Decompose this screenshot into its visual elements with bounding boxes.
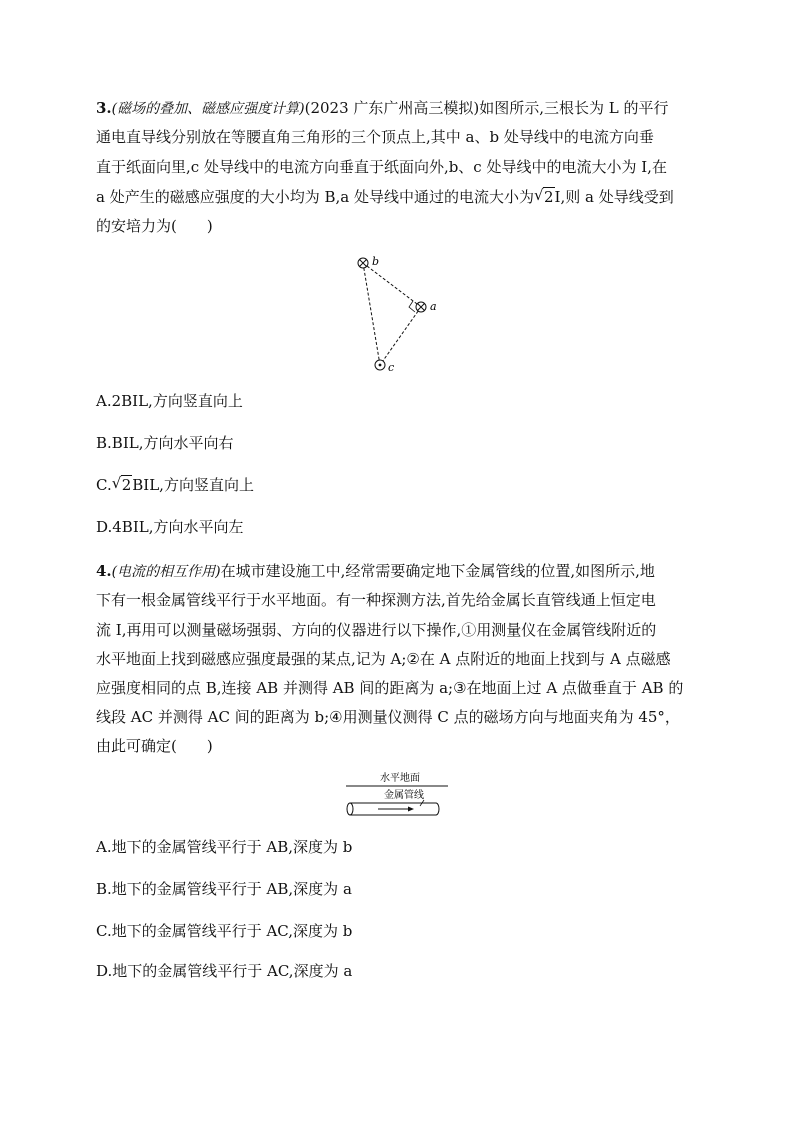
q3-option-d[interactable]: D.4BIL,方向水平向左	[96, 518, 244, 536]
sqrt-symbol: √ 2	[533, 186, 554, 206]
edge-b-a	[363, 263, 421, 307]
q3-line-1	[96, 97, 706, 120]
q4-line-6: 线段 AC 并测得 AC 间的距离为 b;④用测量仪测得 C 点的磁场方向与地面夹角为 45°，	[96, 708, 680, 726]
q3-line-4	[96, 186, 706, 208]
sqrt-argument: 2	[543, 188, 554, 206]
label-c: c	[388, 361, 395, 374]
q4-line-1	[96, 560, 706, 583]
q4-line-7: 由此可确定( )	[96, 737, 213, 755]
q3-line-5: 的安培力为( )	[96, 217, 213, 235]
q3-option-c[interactable]	[96, 474, 254, 496]
q3-option-b[interactable]: B.BIL,方向水平向右	[96, 434, 234, 452]
q4-option-a[interactable]: A.地下的金属管线平行于 AB,深度为 b	[96, 838, 353, 856]
q3-triangle-figure	[340, 250, 460, 380]
q4-line-2: 下有一根金属管线平行于水平地面。有一种探测方法,首先给金属长直管线通上恒定电	[96, 591, 656, 609]
q3-line-1-text: (2023 广东广州高三模拟)如图所示,三根长为 L 的平行	[304, 99, 669, 117]
q3-line-4-text-b: I,则 a 处导线受到	[554, 188, 674, 206]
q4-line-1-text: 在城市建设施工中,经常需要确定地下金属管线的位置,如图所示,地	[220, 562, 655, 580]
edge-b-c	[363, 263, 380, 365]
q4-option-b[interactable]: B.地下的金属管线平行于 AB,深度为 a	[96, 880, 352, 898]
label-b: b	[372, 255, 380, 268]
q4-line-4: 水平地面上找到磁感应强度最强的某点,记为 A;②在 A 点附近的地面上找到与 A 点磁感	[96, 650, 671, 668]
ground-label: 水平地面	[380, 773, 420, 784]
q3-number: 3.	[96, 99, 112, 117]
q3-tag: (磁场的叠加、磁感应强度计算)	[111, 101, 305, 117]
wire-a-into-page-icon	[416, 302, 426, 312]
q4-number: 4.	[96, 562, 112, 580]
q4-line-5: 应强度相同的点 B,连接 AB 并测得 AB 间的距离为 a;③在地面上过 A 点做垂直于 AB 的	[96, 679, 684, 697]
label-a: a	[430, 300, 437, 313]
wire-c-out-of-page-icon	[375, 360, 385, 370]
sqrt-argument: 2	[121, 476, 132, 494]
q4-tag: (电流的相互作用)	[111, 564, 221, 580]
current-arrow-icon	[378, 807, 414, 812]
q3-line-2: 通电直导线分别放在等腰直角三角形的三个顶点上,其中 a、b 处导线中的电流方向垂	[96, 128, 654, 146]
wire-b-into-page-icon	[358, 258, 368, 268]
q3-option-a[interactable]: A.2BIL,方向竖直向上	[96, 392, 243, 410]
sqrt-symbol: √ 2	[111, 474, 132, 494]
q4-option-d[interactable]: D.地下的金属管线平行于 AC,深度为 a	[96, 962, 353, 980]
pipe-label: 金属管线	[384, 790, 424, 801]
edge-a-c	[380, 307, 421, 365]
q4-line-3: 流 I,再用可以测量磁场强弱、方向的仪器进行以下操作,①用测量仪在金属管线附近的	[96, 621, 657, 639]
q3-line-4-text-a: a 处产生的磁感应强度的大小均为 B,a 处导线中通过的电流大小为	[96, 188, 534, 206]
q3-option-c-suffix: BIL,方向竖直向上	[132, 476, 254, 494]
q3-option-c-prefix: C.	[96, 476, 112, 494]
q4-pipe-figure	[340, 770, 460, 820]
right-angle-mark	[409, 301, 415, 312]
q3-line-3: 直于纸面向里,c 处导线中的电流方向垂直于纸面向外,b、c 处导线中的电流大小为 I,在	[96, 158, 667, 176]
q4-option-c[interactable]: C.地下的金属管线平行于 AC,深度为 b	[96, 922, 353, 940]
